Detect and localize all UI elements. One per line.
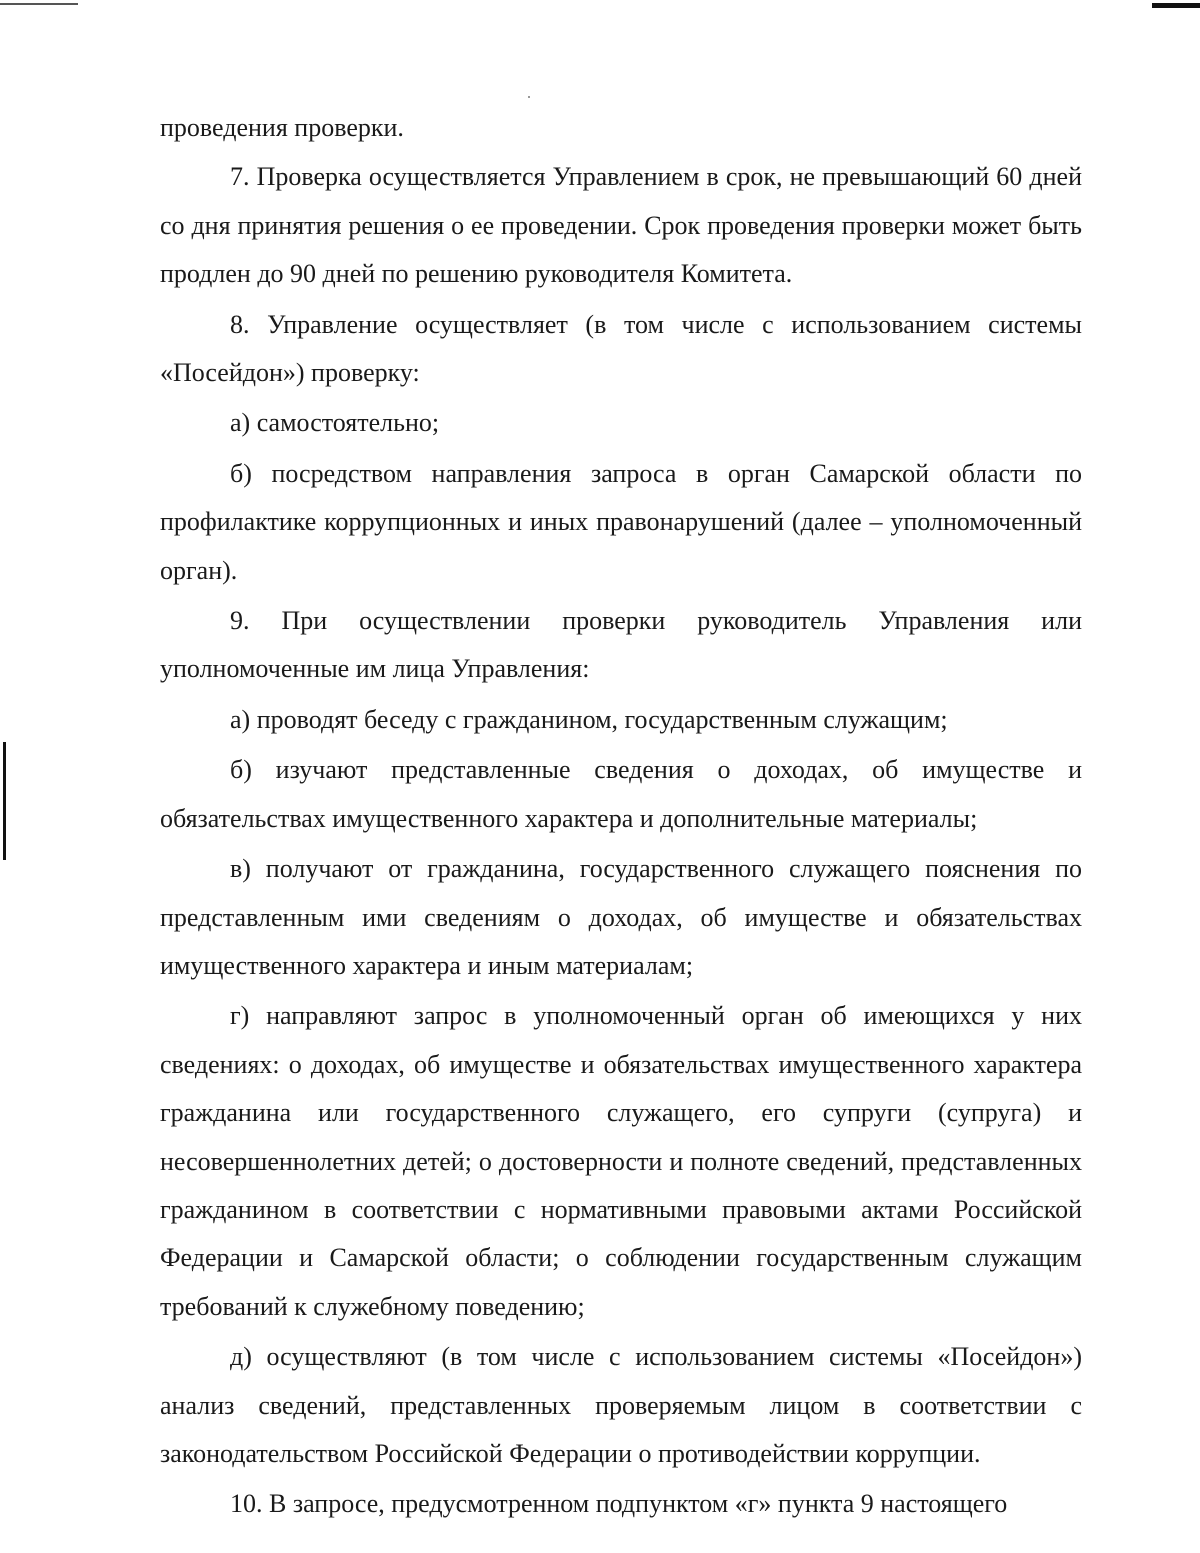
paragraph-9-d: д) осуществляют (в том числе с использованием системы «Посейдон») анализ сведений, представленных проверяемым лицом в соответствии с законодательством Российской Федерации о противодействии коррупции.: [160, 1342, 1082, 1468]
paragraph-8: 8. Управление осуществляет (в том числе с использованием системы «Посейдон») проверку:: [160, 309, 1082, 388]
scan-artifact-dot: [528, 96, 530, 98]
paragraph-continuation: проведения проверки.: [160, 113, 404, 142]
paragraph-9-a: а) проводят беседу с гражданином, государственным служащим;: [230, 704, 948, 734]
paragraph-9: 9. При осуществлении проверки руководитель Управления или уполномоченные им лица Управления:: [160, 606, 1082, 684]
paragraph-8-a: а) самостоятельно;: [230, 408, 440, 438]
paragraph-9-b: б) изучают представленные сведения о доходах, об имуществе и обязательствах имущественного характера и дополнительные материалы;: [160, 755, 1082, 833]
paragraph-10: 10. В запросе, предусмотренном подпунктом «г» пункта 9 настоящего: [230, 1489, 1008, 1519]
paragraph-9-v: в) получают от гражданина, государственного служащего пояснения по представленным ими сведениям о доходах, об имуществе и обязательствах имущественного характера и иным материалам;: [160, 854, 1082, 980]
scan-artifact-top-right: [1152, 3, 1200, 8]
scan-artifact-top-left: [0, 3, 78, 5]
paragraph-8-b: б) посредством направления запроса в орган Самарской области по профилактике коррупционных и иных правонарушений (далее – уполномоченный орган).: [160, 458, 1082, 585]
paragraph-9-g: г) направляют запрос в уполномоченный орган об имеющихся у них сведениях: о доходах, об имуществе и обязательствах имущественного характера гражданина или государственного служащего, его супруги (супруга) и несовершеннолетних детей; о достоверности и полноте сведений, представленных гражданином в соответствии с нормативными правовыми актами Российской Федерации и Самарской области; о соблюдении государственным служащим требований к служебному поведению;: [160, 1001, 1082, 1321]
scan-artifact-left-margin: [3, 742, 6, 860]
paragraph-7: 7. Проверка осуществляется Управлением в срок, не превышающий 60 дней со дня принятия решения о ее проведении. Срок проведения проверки может быть продлен до 90 дней по решению руководителя Комитета.: [160, 162, 1082, 289]
document-page: [160, 104, 1082, 1529]
